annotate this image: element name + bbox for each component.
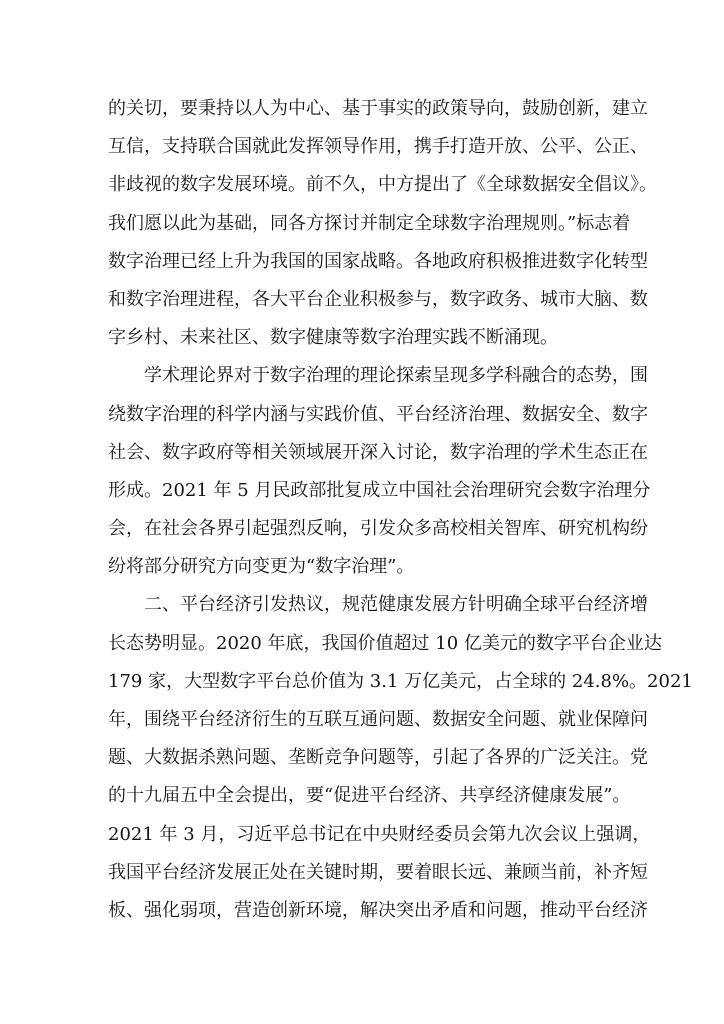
text-line: 会，在社会各界引起强烈反响，引发众多高校相关智库、研究机构纷: [108, 518, 648, 540]
text-line: 和数字治理进程，各大平台企业积极参与，数字政务、城市大脑、数: [108, 288, 648, 310]
text-line: 长态势明显。2020 年底，我国价值超过 10 亿美元的数字平台企业达: [108, 632, 662, 654]
text-line: 非歧视的数字发展环境。前不久，中方提出了《全球数据安全倡议》。: [108, 174, 657, 196]
text-line: 我们愿以此为基础，同各方探讨并制定全球数字治理规则。”标志着: [108, 212, 631, 234]
text-line: 我国平台经济发展正处在关键时期，要着眼长远、兼顾当前，补齐短: [108, 861, 648, 883]
text-line: 纷将部分研究方向变更为“数字治理”。: [108, 556, 415, 578]
text-line: 绕数字治理的科学内涵与实践价值、平台经济治理、数据安全、数字: [108, 403, 648, 425]
text-line: 的关切，要秉持以人为中心、基于事实的政策导向，鼓励创新，建立: [108, 98, 648, 119]
text-line: 互信，支持联合国就此发挥领导作用，携手打造开放、公平、公正、: [108, 136, 648, 158]
text-line: 2021 年 3 月，习近平总书记在中央财经委员会第九次会议上强调，: [108, 823, 651, 845]
paragraph-first-line: 二、平台经济引发热议，规范健康发展方针明确全球平台经济增: [144, 594, 648, 616]
text-line: 数字治理已经上升为我国的国家战略。各地政府积极推进数字化转型: [108, 250, 648, 272]
text-line: 形成。2021 年 5 月民政部批复成立中国社会治理研究会数字治理分: [108, 479, 651, 501]
text-line: 179 家，大型数字平台总价值为 3.1 万亿美元，占全球的 24.8%。2021: [108, 670, 693, 692]
text-line: 题、大数据杀熟问题、垄断竞争问题等，引起了各界的广泛关注。党: [108, 747, 648, 769]
paragraph-first-line: 学术理论界对于数字治理的理论探索呈现多学科融合的态势，围: [144, 365, 648, 387]
text-line: 字乡村、未来社区、数字健康等数字治理实践不断涌现。: [108, 327, 558, 349]
body-text: [108, 90, 693, 930]
text-line: 板、强化弱项，营造创新环境，解决突出矛盾和问题，推动平台经济: [108, 899, 648, 921]
text-line: 年，围绕平台经济衍生的互联互通问题、数据安全问题、就业保障问: [108, 709, 648, 730]
text-line: 社会、数字政府等相关领域展开深入讨论，数字治理的学术生态正在: [108, 441, 648, 463]
text-line: 的十九届五中全会提出，要“促进平台经济、共享经济健康发展”。: [108, 785, 631, 807]
